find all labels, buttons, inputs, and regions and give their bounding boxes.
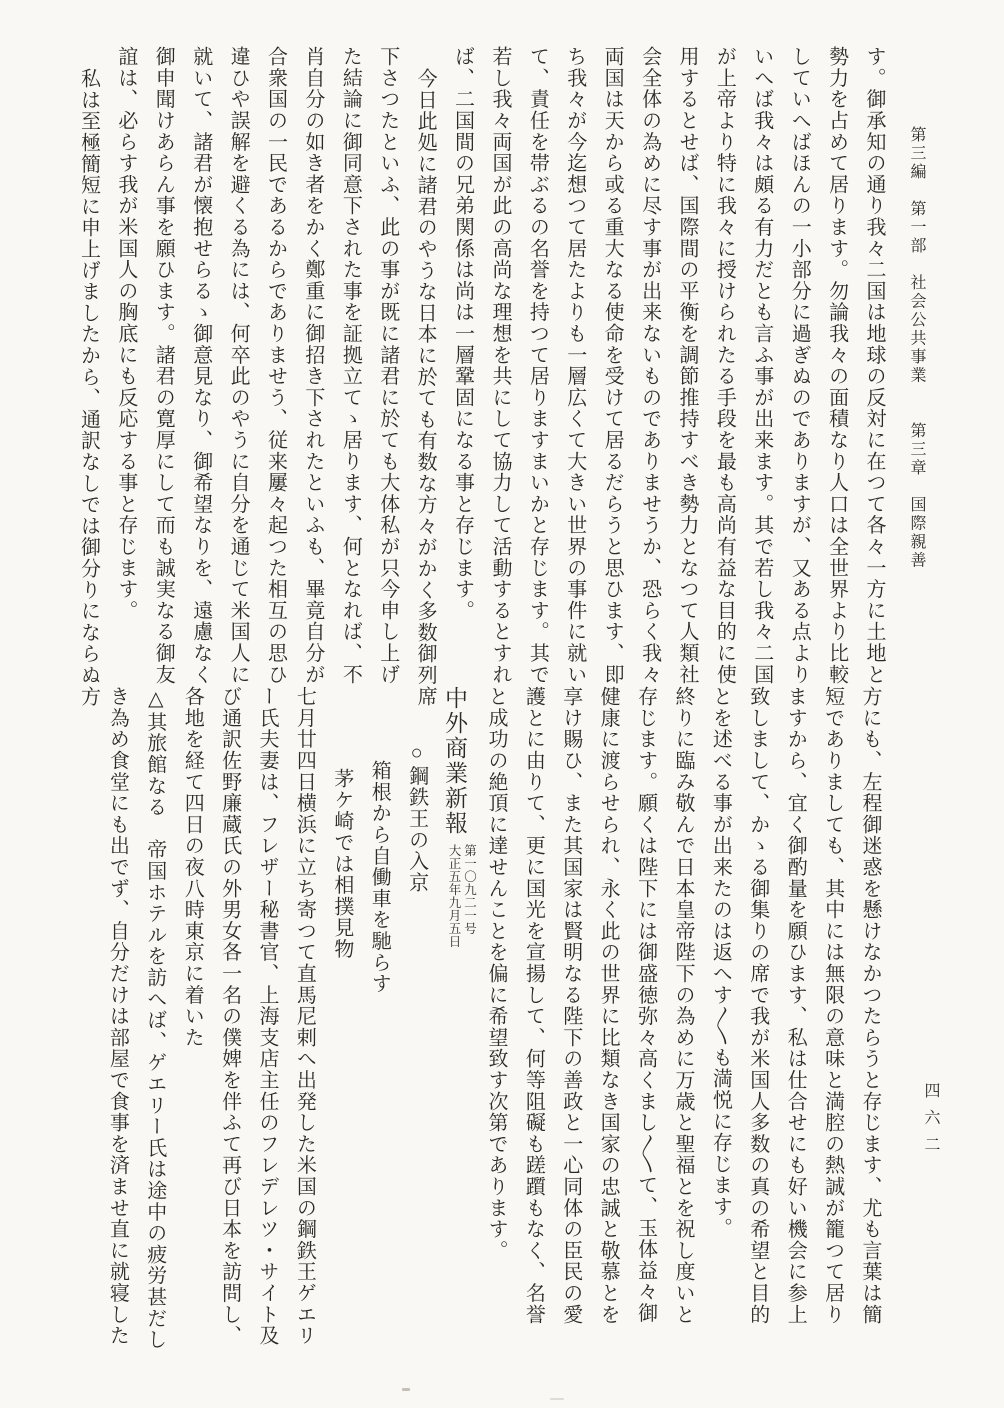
- text-column: 両国は天から或る重大なる使命を受けて居るだらうと思ひます、即: [601, 46, 624, 685]
- text-column: 致しまして、かゝる御集りの席で我が米国人多数の真の希望と目的: [746, 686, 769, 1325]
- text-column: が上帝より特に我々に授けられたる手段を最も高尚有益な目的に使: [713, 46, 736, 685]
- newspaper-body-column: 各地を経て四日の夜八時東京に着いた: [181, 686, 204, 1049]
- text-column: していへばほんの一小部分に過ぎぬのでありますが、又ある点より: [788, 46, 811, 685]
- text-column: とを述べる事が出来たのは返へす〱も満悦に存じます。: [709, 686, 732, 1239]
- newspaper-body-column: び通訳佐野廉蔵氏の外男女各一名の僕婢を伴ふて再び日本を訪問し、: [218, 686, 241, 1347]
- newspaper-headline: ○鋼鉄王の入京: [405, 742, 428, 894]
- text-column: 享け賜ひ、また其国家は賢明なる陛下の善政と一心同体の臣民の愛: [559, 686, 582, 1325]
- text-column: 就いて、諸君が懐抱せらるゝ御意見なり、御希望なりを、遠慮なく: [189, 46, 212, 685]
- text-column-paragraph-start: 私は至極簡短に申上げましたから、通訳なしでは御分りにならぬ方: [77, 68, 100, 707]
- text-column: 短でありましても、其中には無限の意味と満腔の熱誠が籠つて居り: [821, 686, 844, 1325]
- text-column: ますから、宜く御酌量を願ひます、私は仕合せにも好い機会に参上: [784, 686, 807, 1325]
- text-column: と成功の絶頂に達せんことを偏に希望致す次第であります。: [484, 686, 507, 1262]
- text-column: 存じます。願くは陛下には御盛徳弥々高くまし〱て、玉体益々御: [634, 686, 657, 1324]
- newspaper-body-column: △其旅館なる 帝国ホテルを訪へば、ゲエリー氏は途中の疲労甚だし: [143, 686, 166, 1351]
- text-column: て、責任を帯ぶるの名誉を持つて居りますまいかと存じます。其で: [526, 46, 549, 685]
- newspaper-issue-number: 第一〇九二一号: [462, 844, 477, 935]
- text-column: いへば我々は頗る有力だとも言ふ事が出来ます。其で若し我々二国: [750, 46, 773, 685]
- page-number: 四六二: [922, 1082, 939, 1163]
- text-column: 方にも、左程御迷惑を懸けなかつたらうと存じます、尤も言葉は簡: [859, 686, 881, 1325]
- text-column: 終りに臨み敬んで日本皇帝陛下の為めに万歳と聖福とを祝し度いと: [671, 686, 694, 1325]
- text-column: 護とに由りて、更に国光を宣揚して、何等阻礙も蹉躓もなく、名誉: [522, 686, 545, 1325]
- newspaper-title: 中外商業新報: [442, 686, 468, 836]
- newspaper-issue-date: [446, 836, 477, 948]
- text-column: 違ひや誤解を避くる為には、何卒此のやうに自分を通じて米国人に: [227, 46, 250, 685]
- speech-text-block-top: [69, 46, 892, 707]
- newspaper-body-column: ー氏夫妻は、フレザー秘書官、上海支店主任のフレデレツ・サイト及: [256, 686, 278, 1347]
- speech-text-block-bottom: [98, 686, 888, 1362]
- text-column: 健康に渡らせられ、永く此の世界に比類なき国家の忠誠と敬慕とを: [597, 686, 620, 1325]
- text-column: 肖自分の如き者をかく鄭重に御招き下されたといふも、畢竟自分が: [301, 46, 324, 685]
- text-column: 若し我々両国が此の高尚な理想を共にして協力して活動するとすれ: [488, 46, 511, 685]
- scan-artifact: [402, 1388, 410, 1391]
- text-column: 下さつたといふ、此の事が既に諸君に於ても大体私が只今申し上げ: [376, 46, 399, 685]
- text-column: 会全体の為めに尽す事が出来ないものでありませうか、恐らく我々: [638, 46, 661, 685]
- newspaper-body-column: 七月廿四日横浜に立ち寄つて直馬尼剌へ出発した米国の鋼鉄王ゲエリ: [293, 686, 316, 1347]
- newspaper-body-column: き為め食堂にも出でず、自分だけは部屋で食事を済ませ直に就寝した: [106, 686, 129, 1347]
- scan-artifact: [550, 1398, 564, 1400]
- text-column: た結論に御同意下された事を証拠立てゝ居ります、何となれば、不: [339, 46, 362, 685]
- newspaper-masthead: [435, 686, 477, 1362]
- newspaper-subhead: 箱根から自働車を馳らす: [368, 760, 391, 995]
- text-column: 合衆国の一民であるからでありませう、従来屢々起つた相互の思ひ: [264, 46, 287, 685]
- text-column-paragraph-start: 今日此処に諸君のやうな日本に於ても有数な方々がかく多数御列席: [414, 68, 437, 707]
- text-column: 御申聞けあらん事を願ひます。諸君の寛厚にして而も誠実なる御友: [152, 46, 175, 685]
- text-column: ち我々が今迄想つて居たよりも一層広くて大きい世界の事件に就い: [563, 46, 586, 685]
- newspaper-date: 大正五年九月五日: [447, 844, 462, 948]
- text-column: 誼は、必らす我が米国人の胸底にも反応する事と存じます。: [114, 46, 137, 622]
- text-column: 勢力を占めて居ります。勿論我々の面積なり人口は全世界より比較: [825, 46, 848, 685]
- text-column: す。御承知の通り我々二国は地球の反対に在つて各々一方に土地と: [863, 46, 885, 685]
- newspaper-subhead: 茅ケ崎では相撲見物: [330, 768, 353, 960]
- text-column: ば、二国間の兄弟関係は尚は一層鞏固になる事と存じます。: [451, 46, 474, 622]
- text-column: 用するとせば、国際間の平衡を調節推持すべき勢力となつて人類社: [675, 46, 698, 685]
- chapter-header: 第三編 第一部 社会公共事業 第三章 国際親善: [908, 126, 925, 570]
